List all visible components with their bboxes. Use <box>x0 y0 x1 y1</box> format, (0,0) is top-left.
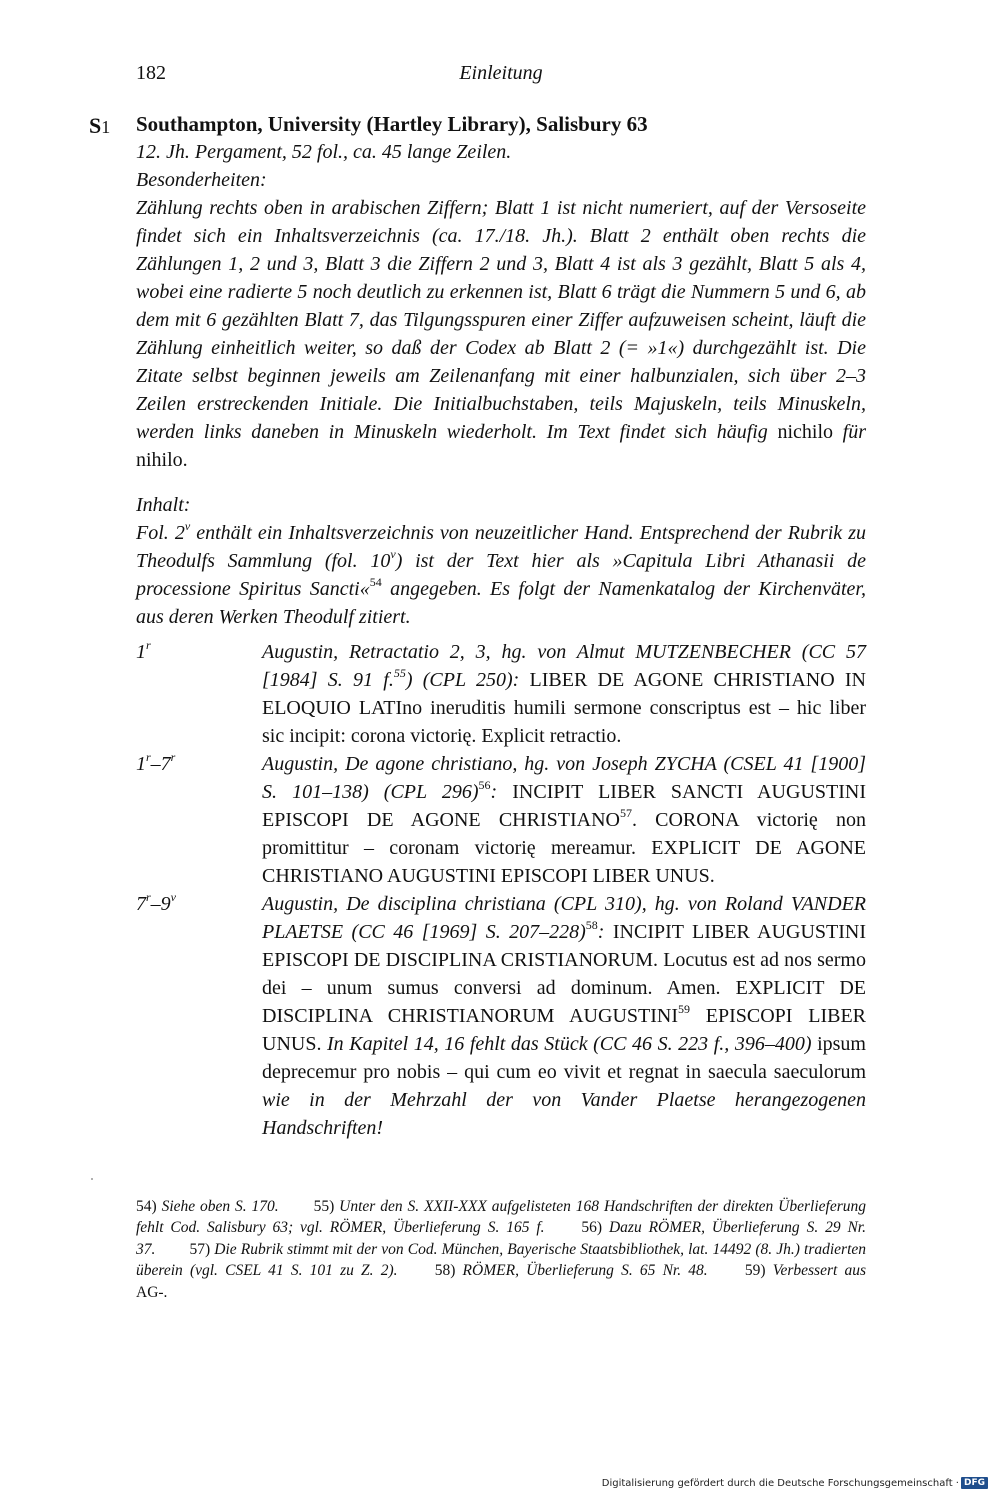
contents-row <box>136 638 866 750</box>
contents-description: Augustin, De agone christiano, hg. von Joseph ZYCHA (CSEL 41 [1900] S. 101–138) (CPL 296)$^{56}$: INCIPIT LIBER SANCTI AUGUSTINI EPISCOPI DE AGONE CHRISTIANO$^{57}$. CORONA victorię non promittitur – coronam victorię mereamur. EXPLICIT DE AGONE CHRISTIANO AUGUSTINI EPISCOPI LIBER UNUS. <box>262 753 866 887</box>
digitization-credit: Digitalisierung gefördert durch die Deutsche Forschungsgemeinschaft · DFG <box>602 1477 988 1489</box>
footnote-ref: 54 <box>369 575 382 590</box>
footnote: 57) Die Rubrik stimmt mit der von Cod. München, Bayerische Staatsbibliothek, lat. 14492 (8. Jh.) tradierten überein (vgl. CSEL 41 S. 101 zu Z. 2). <box>136 1240 866 1280</box>
contents-description: Augustin, De disciplina christiana (CPL 310), hg. von Roland VANDER PLAETSE (CC 46 [1969] S. 207–228)$^{58}$: INCIPIT LIBER AUGUSTINI EPISCOPI DE DISCIPLINA CRISTIANORUM. Locutus est ad nos sermo dei – unum sumus conversi ad dominum. Amen. EXPLICIT DE DISCIPLINA CHRISTIANORUM AUGUSTINI$^{59}$ EPISCOPI LIBER UNUS. In Kapitel 14, 16 fehlt das Stück (CC 46 S. 223 f., 396–400) ipsum deprecemur pro nobis – qui cum eo vivit et regnat in saecula saeculorum wie in der Mehrzahl der von Vander Plaetse herangezogenen Handschriften! <box>262 893 866 1139</box>
manuscript-siglum: S1 <box>89 113 111 138</box>
margin-mark <box>91 1178 93 1180</box>
description-line: 12. Jh. Pergament, 52 fol., ca. 45 lange Zeilen. <box>136 141 512 163</box>
running-head: Einleitung <box>459 62 543 84</box>
manuscript-entry <box>136 110 866 631</box>
folio-range: 1$^r$ <box>136 638 151 663</box>
page-header <box>136 62 866 92</box>
dfg-logo-icon: DFG <box>961 1477 988 1489</box>
contents-heading: Inhalt: <box>136 494 191 516</box>
contents-description: Augustin, Retractatio 2, 3, hg. von Almut MUTZENBECHER (CC 57 [1984] S. 91 f.$^{55}$) (CPL 250): LIBER DE AGONE CHRISTIANO IN ELOQUIO LATIno ineruditis humili sermone conscriptus est – hic liber sic incipit: corona victorię. Explicit retractio. <box>262 641 866 747</box>
contents-row <box>136 890 866 1142</box>
footnote: 54) Siehe oben S. 170. <box>136 1198 279 1215</box>
page-number: 182 <box>136 62 166 84</box>
footnote: 55) Unter den S. XXII-XXX aufgelisteten 168 Handschriften der direkten Überlieferung fehlt Cod. Salisbury 63; vgl. RÖMER, Überlieferung S. 165 f. <box>136 1198 866 1237</box>
contents-row <box>136 750 866 890</box>
footnote: 56) Dazu RÖMER, Überlieferung S. 29 Nr. 37. <box>136 1219 866 1258</box>
features-heading: Besonderheiten: <box>136 169 267 191</box>
folio-range: 7$^r$–9$^v$ <box>136 890 176 915</box>
features-paragraph: Zählung rechts oben in arabischen Ziffern; Blatt 1 ist nicht numeriert, auf der Versoseite findet sich ein Inhaltsverzeichnis (ca. 17./18. Jh.). Blatt 2 enthält oben rechts die Zählungen 1, 2 und 3, Blatt 3 die Ziffern 2 und 3, Blatt 4 ist als 3 gezählt, Blatt 5 als 4, wobei eine radierte 5 noch deutlich zu erkennen ist, Blatt 6 trägt die Nummern 5 und 6, ab dem mit 6 gezählten Blatt 7, das Tilgungsspuren einer Ziffer aufzuweisen scheint, läuft die Zählung einheitlich weiter, so daß der Codex ab Blatt 2 (= »1«) durchgezählt ist. Die Zitate selbst beginnen jeweils am Zeilenanfang mit einer halbunzialen, sich über 2–3 Zeilen erstreckenden Initiale. Die Initialbuchstaben, teils Majuskeln, teils Minuskeln, werden links daneben in Minuskeln wiederholt. Im Text findet sich häufig nichilo für nihilo. <box>136 197 867 471</box>
footnotes <box>136 1196 866 1303</box>
contents-paragraph: Fol. 2$^v$ enthält ein Inhaltsverzeichnis von neuzeitlicher Hand. Entsprechend der Rubrik zu Theodulfs Sammlung (fol. 10$^v$) ist der Text hier als »Capitula Libri Athanasii de processione Spiritus Sancti«$^{54}$ angegeben. Es folgt der Namenkatalog der Kirchenväter, aus deren Werken Theodulf zitiert. <box>136 519 867 628</box>
contents-list <box>136 638 866 1142</box>
footnote: 59) Verbessert aus AG-. <box>136 1262 867 1301</box>
entry-title: Southampton, University (Hartley Library), Salisbury 63 <box>136 112 648 136</box>
footnote: 58) RÖMER, Überlieferung S. 65 Nr. 48. <box>434 1262 708 1280</box>
folio-range: 1$^r$–7$^r$ <box>136 750 176 775</box>
